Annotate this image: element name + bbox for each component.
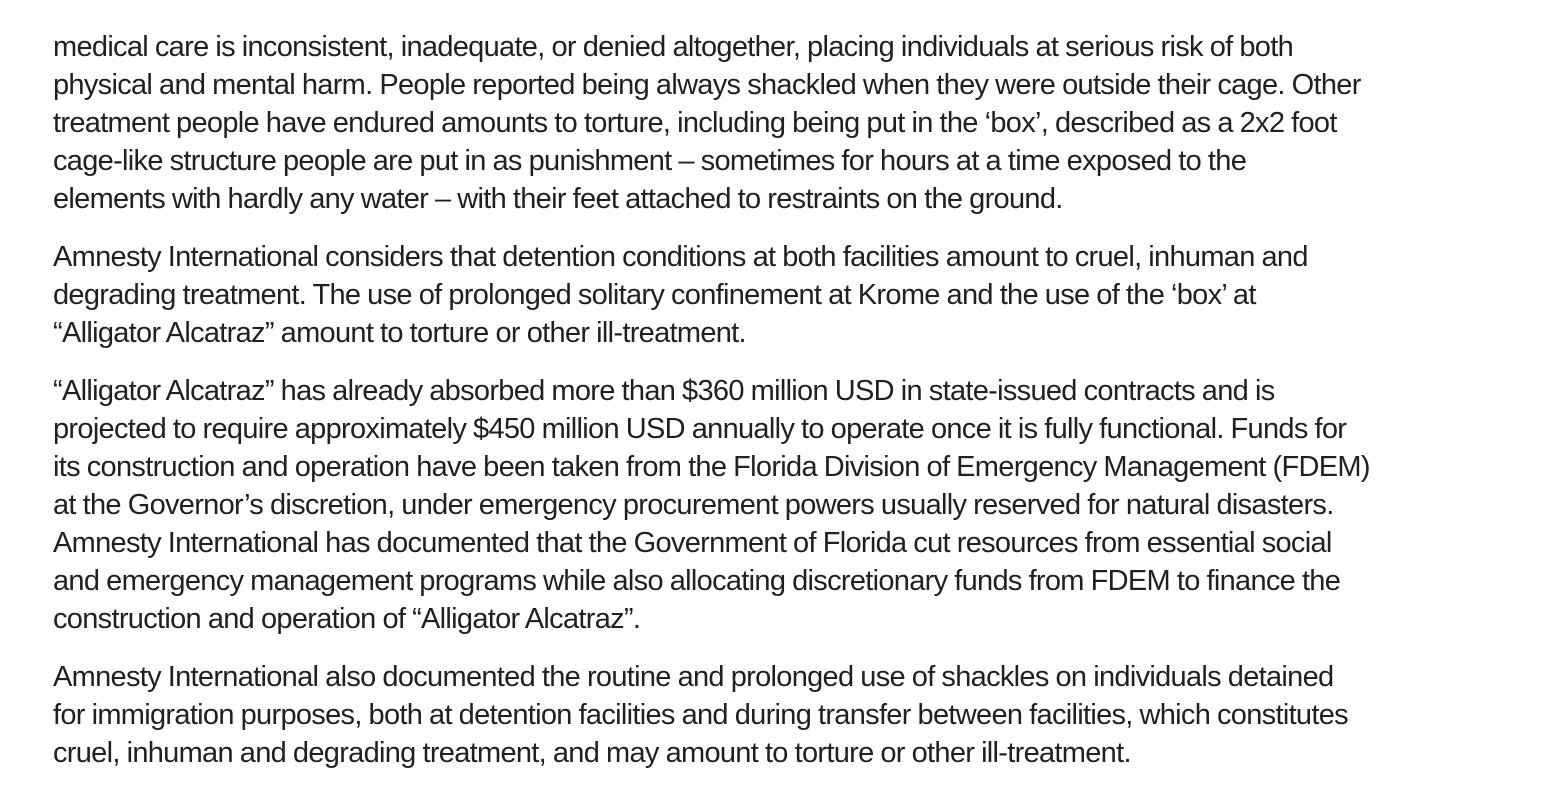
text-line: Amnesty International considers that detention conditions at both facilities amount to cruel, inhuman and	[53, 241, 1308, 273]
text-line: elements with hardly any water – with their feet attached to restraints on the ground.	[53, 183, 1063, 215]
document-body	[53, 28, 1543, 792]
text-line: treatment people have endured amounts to torture, including being put in the ‘box’, described as a 2x2 foot	[53, 107, 1337, 139]
text-line: Amnesty International has documented that the Government of Florida cut resources from essential social	[53, 527, 1332, 559]
text-line: for immigration purposes, both at detention facilities and during transfer between facilities, which constitutes	[53, 699, 1348, 731]
text-line: at the Governor’s discretion, under emergency procurement powers usually reserved for natural disasters.	[53, 489, 1334, 521]
text-line: cage-like structure people are put in as punishment – sometimes for hours at a time exposed to the	[53, 145, 1247, 177]
text-line: and emergency management programs while also allocating discretionary funds from FDEM to finance the	[53, 565, 1341, 597]
text-line: Amnesty International also documented the routine and prolonged use of shackles on individuals detained	[53, 661, 1334, 693]
text-line: cruel, inhuman and degrading treatment, and may amount to torture or other ill-treatment.	[53, 737, 1131, 769]
text-line: “Alligator Alcatraz” has already absorbed more than $360 million USD in state-issued contracts and is	[53, 375, 1275, 407]
paragraph-shackles	[53, 658, 1543, 772]
text-line: projected to require approximately $450 million USD annually to operate once it is fully functional. Funds for	[53, 413, 1347, 445]
text-line: “Alligator Alcatraz” amount to torture or other ill-treatment.	[53, 317, 746, 349]
text-line: degrading treatment. The use of prolonged solitary confinement at Krome and the use of the ‘box’ at	[53, 279, 1256, 311]
text-line: physical and mental harm. People reported being always shackled when they were outside their cage. Other	[53, 69, 1361, 101]
paragraph-medical-care	[53, 28, 1543, 218]
paragraph-detention-conditions	[53, 238, 1543, 352]
text-line: medical care is inconsistent, inadequate, or denied altogether, placing individuals at serious risk of both	[53, 31, 1293, 63]
text-line: its construction and operation have been taken from the Florida Division of Emergency Management (FDEM)	[53, 451, 1370, 483]
paragraph-funding	[53, 372, 1543, 638]
text-line: construction and operation of “Alligator Alcatraz”.	[53, 603, 641, 635]
